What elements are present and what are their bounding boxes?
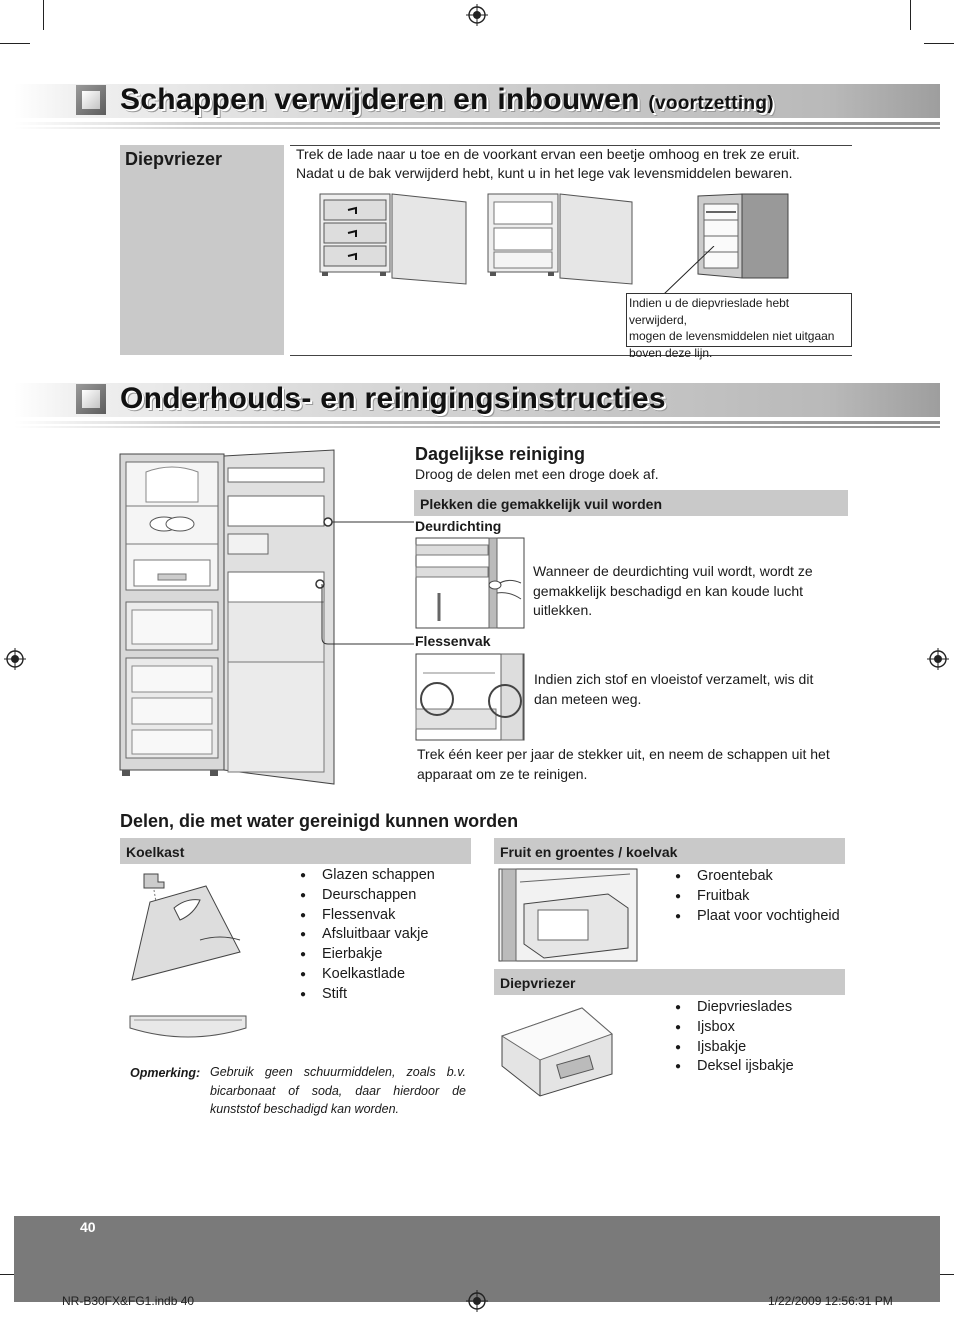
freezer-open-illustration (486, 192, 636, 286)
category-box (120, 145, 284, 355)
list-item: ● Fruitbak (675, 887, 840, 907)
fruit-vegetables-bar: Fruit en groentes / koelvak (494, 838, 845, 864)
crop-mark (924, 43, 954, 44)
remark-label: Opmerking: (130, 1066, 201, 1080)
registration-mark-icon (466, 1290, 488, 1312)
crop-mark (43, 0, 44, 30)
page-number: 40 (80, 1219, 96, 1235)
list-item: ● Flessenvak (300, 906, 435, 926)
washing-shelf-illustration (124, 868, 246, 988)
washable-parts-title: Delen, die met water gereinigd kunnen worden (120, 811, 519, 831)
note-box (626, 293, 852, 360)
bottle-rack-label: Flessenvak (415, 633, 491, 649)
section-title: Schappen verwijderen en inbouwen (voortzetting) (120, 83, 774, 116)
note-line: boven deze lijn. (629, 345, 713, 360)
instruction-line: Nadat u de bak verwijderd hebt, kunt u in het lege vak levensmiddelen bewaren. (296, 165, 793, 181)
fridge-illustration (118, 448, 338, 786)
callout-line (660, 246, 720, 296)
banner-underline (14, 127, 940, 129)
print-timestamp: 1/22/2009 12:56:31 PM (768, 1294, 893, 1308)
list-item: ● Ijsbox (675, 1018, 794, 1038)
freezer-drawers-illustration (318, 192, 470, 286)
instruction-line: Trek de lade naar u toe en de voorkant ervan een beetje omhoog en trek ze eruit. (296, 146, 800, 162)
door-seal-illustration (415, 537, 525, 629)
section-banner (14, 383, 940, 417)
yearly-cleaning-text: Trek één keer per jaar de stekker uit, en neem de schappen uit het apparaat om ze te reinigen. (417, 746, 830, 782)
note-line: mogen de levensmiddelen niet uitgaan (629, 329, 835, 343)
callout-lines (318, 518, 418, 646)
category-label: Diepvriezer (125, 149, 223, 169)
door-seal-text: Wanneer de deurdichting vuil wordt, wordt ze gemakkelijk beschadigd en kan koude lucht uitlekken. (533, 563, 813, 618)
square-bullet-icon (76, 85, 106, 115)
registration-mark-icon (927, 648, 949, 670)
fridge-bar: Koelkast (120, 838, 471, 864)
list-item: ● Eierbakje (300, 945, 435, 965)
registration-mark-icon (4, 648, 26, 670)
bottle-rack-text: Indien zich stof en vloeistof verzamelt, wis dit dan meteen weg. (534, 671, 814, 707)
section-title: Onderhouds- en reinigingsinstructies (120, 382, 666, 415)
bottle-rack-illustration (415, 653, 525, 741)
fruit-parts-list (675, 867, 840, 926)
list-item: ● Koelkastlade (300, 965, 435, 985)
freezer-bar: Diepvriezer (494, 969, 845, 995)
list-item: ● Plaat voor vochtigheid (675, 907, 840, 927)
door-seal-label: Deurdichting (415, 518, 502, 534)
vegetable-drawer-illustration (498, 868, 638, 962)
list-item: ● Diepvrieslades (675, 998, 794, 1018)
list-item: ● Groentebak (675, 867, 840, 887)
note-line: Indien u de diepvrieslade hebt verwijderd, (629, 296, 790, 327)
list-item: ● Glazen schappen (300, 866, 435, 886)
list-item: ● Deurschappen (300, 886, 435, 906)
square-bullet-icon (76, 384, 106, 414)
crisper-lid-illustration (124, 1010, 252, 1042)
list-item: ● Ijsbakje (675, 1038, 794, 1058)
freezer-drawer-illustration (498, 1000, 616, 1098)
daily-cleaning-intro: Droog de delen met een droge doek af. (415, 466, 659, 482)
list-item: ● Deksel ijsbakje (675, 1057, 794, 1077)
remark-text: Gebruik geen schuurmiddelen, zoals b.v. bicarbonaat of soda, daar hierdoor de kunststof beschadigd kan worden. (210, 1065, 466, 1116)
registration-mark-icon (466, 4, 488, 26)
list-item: ● Stift (300, 985, 435, 1005)
freezer-parts-list (675, 998, 794, 1077)
banner-underline (14, 421, 940, 424)
crop-mark (910, 0, 911, 30)
banner-underline (14, 122, 940, 125)
daily-cleaning-title: Dagelijkse reiniging (415, 444, 586, 464)
fridge-parts-list (300, 866, 435, 1005)
list-item: ● Afsluitbaar vakje (300, 925, 435, 945)
dirty-spots-bar: Plekken die gemakkelijk vuil worden (414, 490, 848, 516)
file-name: NR-B30FX&FG1.indb 40 (62, 1294, 195, 1308)
crop-mark (0, 43, 30, 44)
section-banner (14, 84, 940, 118)
banner-underline (14, 426, 940, 428)
